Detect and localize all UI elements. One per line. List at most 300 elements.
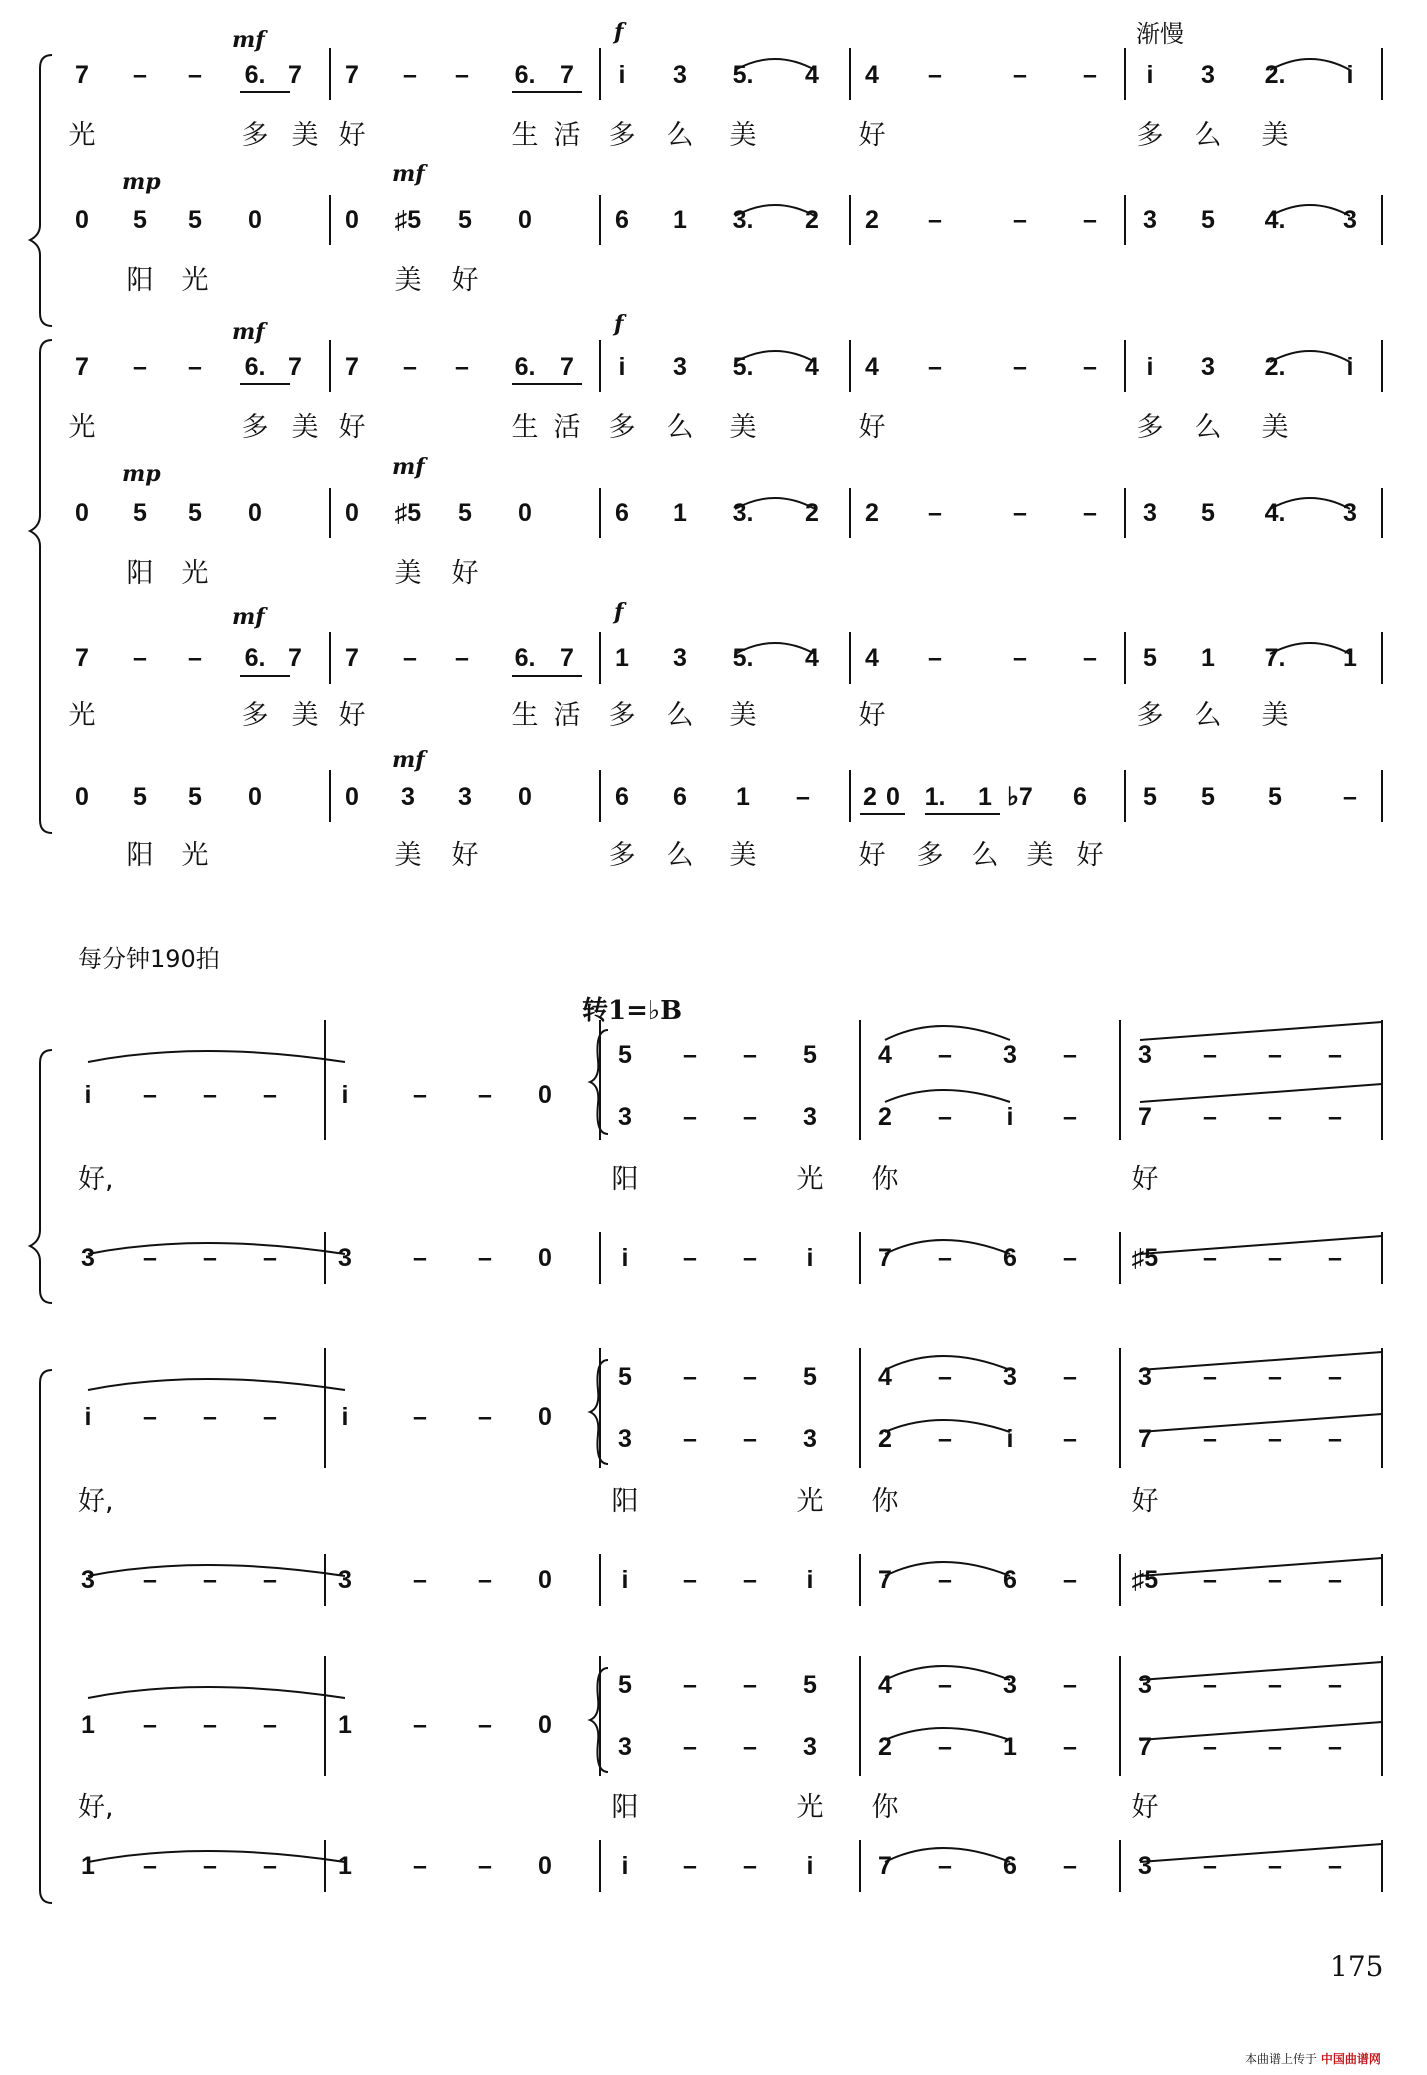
note: – [413,1081,427,1109]
note: 3 [1138,1363,1152,1391]
lyric: 么 [666,840,694,871]
note: 7 [345,61,359,89]
note: – [1268,1566,1282,1594]
lyric: 多 [241,700,269,731]
note: 5 [618,1363,632,1391]
footer-credit [1245,2050,1381,2067]
lyric: 你 [871,1792,899,1823]
note: 4. [1264,206,1286,234]
note: – [1268,1244,1282,1272]
note: 0 [345,206,359,234]
lyric: 阳 [611,1164,639,1195]
lyric: 多 [608,700,636,731]
page-number: 175 [1330,1950,1384,1983]
note: i [1346,353,1354,381]
note: 4 [865,61,879,89]
note: – [1083,206,1097,234]
note: – [1328,1852,1342,1880]
note: 2 [805,499,819,527]
note: 1 [673,206,687,234]
lyric: 你 [871,1164,899,1195]
note: 2 [865,499,879,527]
note: 1 [338,1711,352,1739]
lyric: 光 [181,265,209,296]
note: – [263,1081,277,1109]
note: – [478,1711,492,1739]
note: 5 [618,1041,632,1069]
note: 5 [1143,783,1157,811]
note: – [938,1671,952,1699]
note: – [1203,1041,1217,1069]
note: – [743,1566,757,1594]
dynamic-mf: mf [232,27,265,53]
note: 5. [732,353,754,381]
lyric: 多 [1136,700,1164,731]
lyric: 好 [858,700,886,731]
note: – [1328,1425,1342,1453]
note: – [743,1363,757,1391]
note: – [1328,1671,1342,1699]
note: 7 [75,61,89,89]
lyric: 光 [181,558,209,589]
note: 0 [248,783,262,811]
note: 3 [1003,1363,1017,1391]
note: – [133,353,147,381]
lyric: 好 [1131,1486,1159,1517]
note: – [683,1244,697,1272]
note: – [1063,1363,1077,1391]
note: 4 [805,61,819,89]
note: 3 [803,1733,817,1761]
note: 7 [288,353,302,381]
note: i [621,1852,629,1880]
note: 3 [1003,1041,1017,1069]
note: 5 [618,1671,632,1699]
note: – [683,1363,697,1391]
note: – [413,1852,427,1880]
note: 3 [338,1244,352,1272]
note: – [683,1733,697,1761]
footer-brand: 中国曲谱网 [1320,2052,1381,2066]
lyric: 光 [181,840,209,871]
lyric: 么 [666,700,694,731]
note: – [938,1103,952,1131]
note: 0 [538,1566,552,1594]
note: 4 [878,1041,892,1069]
lyric: 么 [971,840,999,871]
note: i [1146,61,1154,89]
lyric: 好, [78,1164,114,1195]
note: 0 [538,1403,552,1431]
dynamic-f: f [614,19,624,45]
note: – [683,1852,697,1880]
note: 5. [732,61,754,89]
lyric: 美 [729,700,757,731]
lyric: 光 [68,120,96,151]
note: 5 [1201,499,1215,527]
note: 3 [1138,1852,1152,1880]
note: – [1203,1671,1217,1699]
note: 1 [978,783,992,811]
note: ♭7 [1007,783,1033,811]
note: – [1203,1363,1217,1391]
note: – [143,1711,157,1739]
note: – [403,61,417,89]
lyric: 生 [511,700,539,731]
note: – [938,1363,952,1391]
note: – [928,499,942,527]
note: – [1063,1103,1077,1131]
note: – [203,1081,217,1109]
note: 3 [1003,1671,1017,1699]
lyric: 美 [1026,840,1054,871]
note: – [1268,1733,1282,1761]
note: – [928,206,942,234]
note: – [1013,206,1027,234]
note: – [1083,499,1097,527]
lyric: 么 [1194,700,1222,731]
dynamic-mf: mf [392,454,425,480]
lyric: 多 [608,120,636,151]
note: – [188,353,202,381]
lyric: 好 [1076,840,1104,871]
note: 1 [1343,644,1357,672]
note: i [84,1403,92,1431]
note: – [1083,644,1097,672]
note: – [1203,1566,1217,1594]
dynamic-mf: mf [232,319,265,345]
note: 6 [1003,1244,1017,1272]
note: – [413,1244,427,1272]
note: – [1063,1425,1077,1453]
note: – [938,1733,952,1761]
note: – [478,1244,492,1272]
note: – [143,1081,157,1109]
note: 5 [1268,783,1282,811]
note: – [938,1041,952,1069]
note: i [621,1244,629,1272]
note: 1. [924,783,946,811]
note: i [341,1403,349,1431]
note: 2 [878,1733,892,1761]
note: 3 [1143,499,1157,527]
note: – [143,1403,157,1431]
note: – [928,61,942,89]
lyric: 美 [729,840,757,871]
note: – [1063,1244,1077,1272]
note: 6. [244,353,266,381]
note: 6 [1003,1566,1017,1594]
note: 2 [865,206,879,234]
note: 0 [248,206,262,234]
dynamic-mf: mf [232,604,265,630]
note: 5. [732,644,754,672]
note: – [1328,1363,1342,1391]
lyric: 阳 [126,265,154,296]
note: – [743,1041,757,1069]
note: 6 [615,499,629,527]
note: – [1063,1671,1077,1699]
lyric: 美 [291,700,319,731]
note: 3 [1138,1041,1152,1069]
note: 7 [1138,1425,1152,1453]
note: – [1268,1363,1282,1391]
note: 5 [188,206,202,234]
note: 3 [1343,206,1357,234]
note: – [938,1852,952,1880]
lyric: 你 [871,1486,899,1517]
note: 3 [1143,206,1157,234]
note: – [928,353,942,381]
lyric: 多 [916,840,944,871]
note: – [743,1244,757,1272]
note: 1 [81,1711,95,1739]
note: – [478,1403,492,1431]
note: i [618,61,626,89]
note: – [683,1671,697,1699]
note: 0 [345,499,359,527]
dynamic-mf: mf [392,747,425,773]
lyric: 么 [666,120,694,151]
note: – [143,1566,157,1594]
note: 0 [518,783,532,811]
note: 3 [803,1103,817,1131]
lyric: 阳 [126,558,154,589]
note: 3 [1201,353,1215,381]
note: – [133,644,147,672]
tempo-change-label: 渐慢 [1136,20,1184,48]
note: 7 [1138,1103,1152,1131]
note: 3 [1138,1671,1152,1699]
note: 6. [244,61,266,89]
note: 7 [878,1244,892,1272]
footer-uploaded-text: 本曲谱上传于 [1245,2052,1318,2066]
lyric: 美 [291,120,319,151]
note: 7 [345,353,359,381]
note: 4 [878,1363,892,1391]
note: 3 [618,1425,632,1453]
note: 0 [248,499,262,527]
note: – [478,1566,492,1594]
lyric: 美 [291,412,319,443]
note: – [1268,1671,1282,1699]
note: 5 [133,783,147,811]
lyric: 多 [1136,120,1164,151]
note: i [621,1566,629,1594]
note: 3 [81,1244,95,1272]
note: – [743,1425,757,1453]
note: – [1203,1733,1217,1761]
note: i [84,1081,92,1109]
lyric: 阳 [611,1792,639,1823]
lyric: 光 [68,412,96,443]
note: 3 [401,783,415,811]
note: i [806,1566,814,1594]
note: i [1006,1103,1014,1131]
note: 0 [538,1081,552,1109]
note: 0 [345,783,359,811]
lyric: 阳 [126,840,154,871]
note: 7 [288,61,302,89]
note: ♯5 [394,499,422,527]
note: – [403,644,417,672]
note: 7. [1264,644,1286,672]
lyric: 活 [553,412,581,443]
note: – [143,1244,157,1272]
note: 0 [75,206,89,234]
group-bracket [40,1370,52,1903]
note: 2. [1264,353,1286,381]
note: – [683,1566,697,1594]
note: – [455,644,469,672]
note: 6. [244,644,266,672]
lyric: 好 [338,120,366,151]
lyric: 多 [1136,412,1164,443]
lyric: 好, [78,1792,114,1823]
lyric: 多 [608,840,636,871]
lyric: 么 [666,412,694,443]
lyric: 么 [1194,412,1222,443]
note: 4 [865,353,879,381]
note: 3 [1201,61,1215,89]
note: 3. [732,499,754,527]
note: – [928,644,942,672]
note: 0 [75,783,89,811]
note: 6 [615,206,629,234]
note: – [203,1711,217,1739]
note: – [1268,1425,1282,1453]
note: – [263,1244,277,1272]
note: – [1063,1852,1077,1880]
group-bracket [30,55,52,326]
note: i [1346,61,1354,89]
lyric: 光 [796,1792,824,1823]
note: – [263,1403,277,1431]
lyric: 好 [1131,1164,1159,1195]
note: 1 [1201,644,1215,672]
note: 1 [81,1852,95,1880]
note: 5 [133,499,147,527]
lyric: 好 [858,120,886,151]
dynamic-mf: mf [392,161,425,187]
note: 0 [75,499,89,527]
note: 7 [75,353,89,381]
note: 7 [878,1566,892,1594]
note: 0 [538,1244,552,1272]
note: 5 [803,1363,817,1391]
note: – [1203,1852,1217,1880]
note: – [1328,1566,1342,1594]
note: 5 [133,206,147,234]
lyric: 光 [796,1164,824,1195]
note: 3 [458,783,472,811]
note: ♯5 [1131,1244,1159,1272]
lyric: 活 [553,700,581,731]
note: – [1063,1733,1077,1761]
note: – [683,1425,697,1453]
note: 5 [1201,783,1215,811]
lyric: 多 [241,120,269,151]
note: 0 [518,499,532,527]
note: i [806,1244,814,1272]
note: i [618,353,626,381]
note: 1 [1003,1733,1017,1761]
lyric: 好 [338,412,366,443]
note: 1 [736,783,750,811]
note: – [203,1244,217,1272]
note: – [1203,1425,1217,1453]
note: – [1268,1852,1282,1880]
note: – [1013,61,1027,89]
note: i [1006,1425,1014,1453]
note: – [938,1566,952,1594]
note: 4 [805,644,819,672]
note: – [143,1852,157,1880]
note: 5 [188,783,202,811]
note: 1 [615,644,629,672]
note: – [1328,1041,1342,1069]
note: – [188,61,202,89]
lyric: 美 [1261,412,1289,443]
note: 6 [615,783,629,811]
note: 2 [863,783,877,811]
note: – [1328,1733,1342,1761]
note: ♯5 [1131,1566,1159,1594]
lyric: 美 [729,412,757,443]
note: 4 [878,1671,892,1699]
lyric: 好 [858,412,886,443]
note: 7 [560,353,574,381]
lyric: 好 [1131,1792,1159,1823]
note: 5 [458,499,472,527]
note: 0 [518,206,532,234]
note: – [203,1852,217,1880]
note: 3 [81,1566,95,1594]
note: – [1268,1103,1282,1131]
tempo-mark: 每分钟190拍 [78,945,220,973]
note: 3 [338,1566,352,1594]
note: – [683,1041,697,1069]
note: – [1343,783,1357,811]
note: – [413,1711,427,1739]
note: – [683,1103,697,1131]
note: 7 [1138,1733,1152,1761]
note: – [203,1403,217,1431]
note: 5 [458,206,472,234]
note: – [455,61,469,89]
note: – [1328,1103,1342,1131]
note: 3. [732,206,754,234]
dynamic-f: f [614,599,624,625]
lyric: 多 [241,412,269,443]
note: 0 [538,1711,552,1739]
note: – [743,1733,757,1761]
note: – [413,1566,427,1594]
note: – [203,1566,217,1594]
note: i [341,1081,349,1109]
lyric: 多 [608,412,636,443]
note: – [455,353,469,381]
note: 0 [886,783,900,811]
note: 6 [1003,1852,1017,1880]
note: 3 [618,1103,632,1131]
note: – [743,1852,757,1880]
lyric: 好, [78,1486,114,1517]
note: 2 [878,1425,892,1453]
note: – [1013,353,1027,381]
note: 0 [538,1852,552,1880]
lyric: 好 [451,558,479,589]
